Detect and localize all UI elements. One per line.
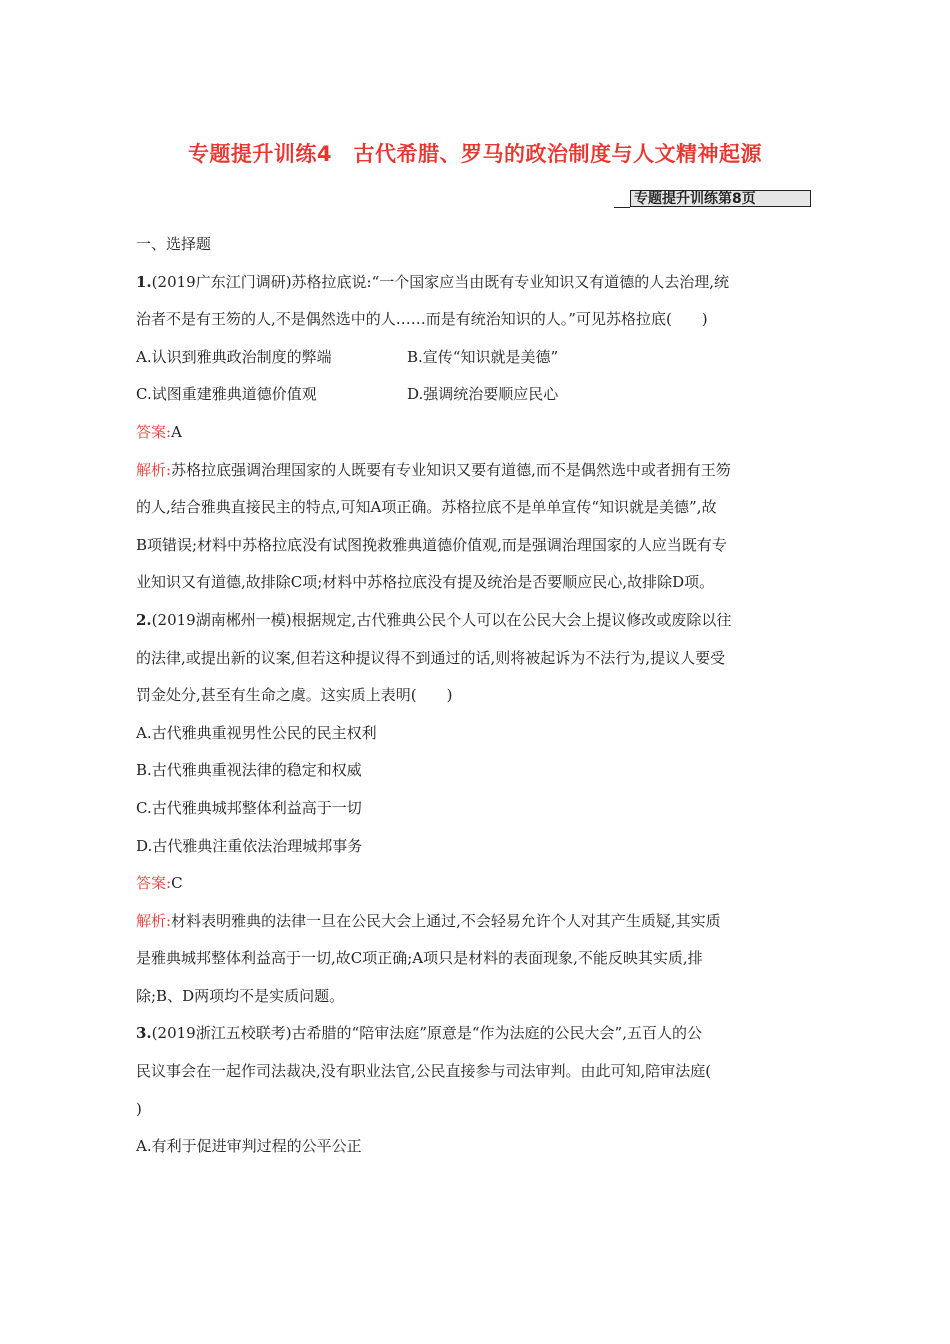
- analysis-line: [136, 452, 816, 490]
- answer-line: [136, 414, 816, 452]
- question-number: 2.: [136, 610, 152, 629]
- option-a: A.有利于促进审判过程的公平公正: [136, 1137, 362, 1156]
- answer-label: 答案:: [136, 422, 172, 441]
- section-heading: 一、选择题: [136, 235, 212, 253]
- analysis-line: 是雅典城邦整体利益高于一切,故C项正确;A项只是材料的表面现象,不能反映其实质,排: [136, 949, 703, 968]
- answer-value: A: [171, 422, 182, 441]
- question-text: (2019浙江五校联考)古希腊的“陪审法庭”原意是“作为法庭的公民大会”,五百人的公: [151, 1024, 702, 1043]
- analysis-line: 除;B、D两项均不是实质问题。: [136, 986, 345, 1005]
- page-reference-underline: [614, 207, 630, 208]
- exercise-content: [136, 226, 816, 1166]
- question-2-line-2: 的法律,或提出新的议案,但若这种提议得不到通过的话,则将被起诉为不法行为,提议人要受: [136, 648, 726, 667]
- question-3-line-1: [136, 1015, 816, 1053]
- analysis-line: 业知识又有道德,故排除C项;材料中苏格拉底没有提及统治是否要顺应民心,故排除D项。: [136, 573, 715, 592]
- option-b: B.宣传“知识就是美德”: [407, 347, 559, 366]
- question-1: [136, 264, 816, 602]
- option-a: A.认识到雅典政治制度的弊端: [136, 347, 332, 366]
- question-2: [136, 602, 816, 1016]
- analysis-text: 材料表明雅典的法律一旦在公民大会上通过,不会轻易允许个人对其产生质疑,其实质: [171, 911, 721, 930]
- answer-label: 答案:: [136, 874, 172, 893]
- option-b: B.古代雅典重视法律的稳定和权威: [136, 761, 362, 780]
- question-3-line-3: ): [136, 1099, 142, 1118]
- page-reference-box: [614, 190, 813, 209]
- question-number: 1.: [136, 272, 152, 291]
- question-3-line-2: 民议事会在一起作司法裁决,没有职业法官,公民直接参与司法审判。由此可知,陪审法庭(: [136, 1062, 712, 1081]
- question-1-line-1: [136, 264, 816, 302]
- analysis-line: 的人,结合雅典直接民主的特点,可知A项正确。苏格拉底不是单单宣传“知识就是美德”,故: [136, 498, 717, 517]
- analysis-label: 解析:: [136, 460, 172, 479]
- option-a: A.古代雅典重视男性公民的民主权利: [136, 723, 377, 742]
- page-title: 专题提升训练4 古代希腊、罗马的政治制度与人文精神起源: [187, 142, 763, 166]
- question-2-line-1: [136, 602, 816, 640]
- answer-value: C: [171, 874, 183, 893]
- option-c: C.古代雅典城邦整体利益高于一切: [136, 798, 362, 817]
- option-c: C.试图重建雅典道德价值观: [136, 385, 317, 404]
- page-reference-label: 专题提升训练第8页: [630, 190, 811, 207]
- analysis-text: 苏格拉底强调治理国家的人既要有专业知识又要有道德,而不是偶然选中或者拥有王笏: [171, 460, 731, 479]
- analysis-line: B项错误;材料中苏格拉底没有试图挽救雅典道德价值观,而是强调治理国家的人应当既有专: [136, 535, 727, 554]
- option-d: D.强调统治要顺应民心: [407, 385, 559, 404]
- question-3: [136, 1015, 816, 1165]
- analysis-label: 解析:: [136, 911, 172, 930]
- question-number: 3.: [136, 1024, 152, 1043]
- answer-line: [136, 865, 816, 903]
- question-text: (2019广东江门调研)苏格拉底说:“一个国家应当由既有专业知识又有道德的人去治理,统: [151, 272, 730, 291]
- question-text: (2019湖南郴州一模)根据规定,古代雅典公民个人可以在公民大会上提议修改或废除以往: [151, 610, 732, 629]
- question-1-line-2: 治者不是有王笏的人,不是偶然选中的人……而是有统治知识的人。”可见苏格拉底( ): [136, 310, 708, 329]
- option-row: [136, 376, 816, 414]
- option-row: [136, 339, 816, 377]
- analysis-line: [136, 903, 816, 941]
- option-d: D.古代雅典注重依法治理城邦事务: [136, 836, 363, 855]
- question-2-line-3: 罚金处分,甚至有生命之虞。这实质上表明( ): [136, 686, 453, 705]
